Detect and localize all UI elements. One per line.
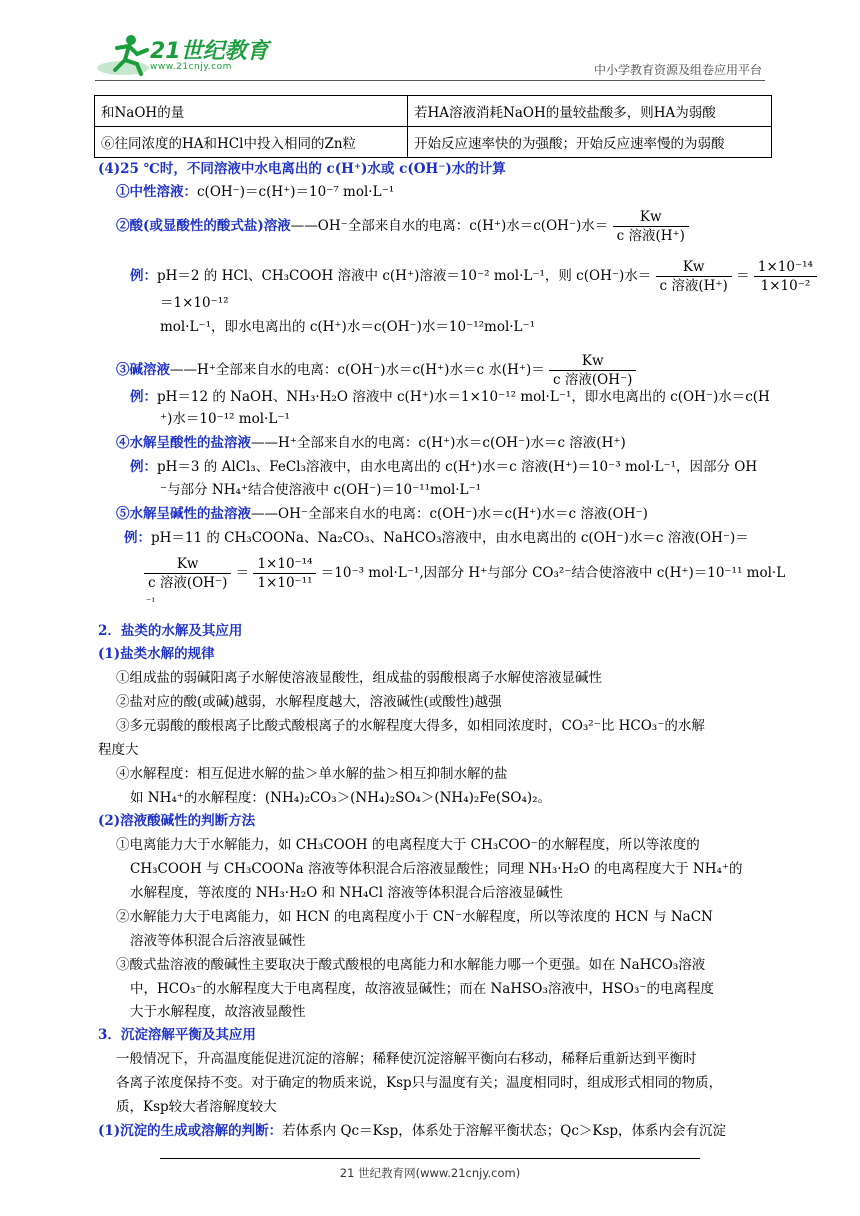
- example-label: 例：: [130, 268, 157, 284]
- header-platform-text: 中小学教育资源及组卷应用平台: [593, 63, 762, 77]
- subsection-title: (1)沉淀的生成或溶解的判断：: [98, 1123, 283, 1139]
- section-title: 3．沉淀溶解平衡及其应用: [98, 1027, 256, 1043]
- table-cell: ⑥往同浓度的HA和HCl中投入相同的Zn粒: [95, 127, 408, 158]
- paragraph-line: ③酸式盐溶液的酸碱性主要取决于酸式酸根的电离能力和水解能力哪一个更强。如在 NaHCO₃溶液: [116, 957, 706, 973]
- example-text: pH＝12 的 NaOH、NH₃·H₂O 溶液中 c(H⁺)水＝1×10⁻¹² mol·L⁻¹，即水电离出的 c(OH⁻)水＝c(H: [157, 389, 770, 405]
- table-row: [95, 127, 772, 158]
- fraction: $\frac{\text{1×10⁻¹⁴}}{\text{1×10⁻²}}$: [754, 258, 817, 295]
- paragraph-line: 如 NH₄⁺的水解程度：(NH₄)₂CO₃＞(NH₄)₂SO₄＞(NH₄)₂Fe(SO₄)₂。: [130, 790, 552, 806]
- item-label: ①中性溶液：: [116, 184, 197, 200]
- example-text: mol·L⁻¹，即水电离出的 c(H⁺)水＝c(OH⁻)水＝10⁻¹²mol·L⁻¹: [160, 319, 536, 335]
- example-text: ＝10⁻³ mol·L⁻¹,因部分 H⁺与部分 CO₃²⁻结合使溶液中 c(H⁺)＝10⁻¹¹ mol·L: [320, 565, 786, 581]
- fraction: $\frac{Kw}{\text{c 溶液(H⁺)}}$: [613, 208, 689, 245]
- paragraph-line: 各离子浓度保持不变。对于确定的物质来说，Ksp只与温度有关；温度相同时，组成形式相同的物质，: [116, 1075, 723, 1091]
- paragraph-line: ②水解能力大于电离能力，如 HCN 的电离程度小于 CN⁻水解程度，所以等浓度的 HCN 与 NaCN: [116, 909, 713, 925]
- fraction: $\frac{Kw}{\text{c 溶液(OH⁻)}}$: [144, 555, 231, 592]
- example-label: 例：: [130, 389, 157, 405]
- item-text: ——OH⁻全部来自水的电离：c(OH⁻)水＝c(H⁺)水＝c 溶液(OH⁻): [251, 506, 648, 522]
- paragraph-line: 程度大: [98, 742, 139, 758]
- paragraph-line: ①组成盐的弱碱阳离子水解使溶液显酸性，组成盐的弱酸根离子水解使溶液显碱性: [116, 670, 602, 686]
- paragraph-line: 大于水解程度，故溶液显酸性: [130, 1004, 306, 1020]
- paragraph-line: CH₃COOH 与 CH₃COONa 溶液等体积混合后溶液显酸性；同理 NH₃·H₂O 的电离程度大于 NH₄⁺的: [130, 861, 743, 877]
- fraction: $\frac{Kw}{\text{c 溶液(OH⁻)}}$: [549, 352, 636, 389]
- paragraph-line: ①电离能力大于水解能力，如 CH₃COOH 的电离程度大于 CH₃COO⁻的水解程度，所以等浓度的: [116, 837, 700, 853]
- item-text: ——OH⁻全部来自水的电离：c(H⁺)水＝c(OH⁻)水＝: [290, 218, 609, 234]
- table-cell: 开始反应速率快的为强酸；开始反应速率慢的为弱酸: [408, 127, 772, 158]
- paragraph-text: 若体系内 Qc＝Ksp，体系处于溶解平衡状态；Qc＞Ksp，体系内会有沉淀: [282, 1123, 727, 1139]
- subsection-title: (1)盐类水解的规律: [98, 646, 215, 662]
- paragraph-line: 中，HCO₃⁻的水解程度大于电离程度，故溶液显碱性；而在 NaHSO₃溶液中，HSO₃⁻的电离程度: [130, 981, 714, 997]
- section-title: (4)25 ℃时，不同溶液中水电离出的 c(H⁺)水或 c(OH⁻)水的计算: [98, 161, 506, 177]
- comparison-table: [94, 95, 772, 158]
- example-text: pH＝2 的 HCl、CH₃COOH 溶液中 c(H⁺)溶液＝10⁻² mol·L⁻¹，则 c(OH⁻)水＝: [157, 268, 652, 284]
- item-text: c(OH⁻)＝c(H⁺)＝10⁻⁷ mol·L⁻¹: [197, 184, 395, 200]
- example-text: ⁻与部分 NH₄⁺结合使溶液中 c(OH⁻)＝10⁻¹¹mol·L⁻¹: [160, 482, 482, 498]
- fraction: $\frac{\text{1×10⁻¹⁴}}{\text{1×10⁻¹¹}}$: [253, 555, 316, 592]
- item-label: ③碱溶液: [116, 362, 170, 378]
- item-label: ⑤水解呈碱性的盐溶液: [116, 506, 251, 522]
- logo-url: www.21cnjy.com: [150, 62, 232, 72]
- footer-text: 21 世纪教育网(www.21cnjy.com): [339, 1166, 521, 1180]
- section-title: 2．盐类的水解及其应用: [98, 623, 243, 639]
- example-text: ⁺)水＝10⁻¹² mol·L⁻¹: [160, 411, 290, 427]
- paragraph-line: 水解程度，等浓度的 NH₃·H₂O 和 NH₄Cl 溶液等体积混合后溶液显碱性: [130, 885, 563, 901]
- paragraph-line: 溶液等体积混合后溶液显碱性: [130, 933, 306, 949]
- example-text: pH＝3 的 AlCl₃、FeCl₃溶液中，由水电离出的 c(H⁺)水＝c 溶液(H⁺)＝10⁻³ mol·L⁻¹，因部分 OH: [157, 459, 758, 475]
- item-text: ——H⁺全部来自水的电离：c(H⁺)水＝c(OH⁻)水＝c 溶液(H⁺): [251, 435, 626, 451]
- equals-sign: ＝: [736, 268, 750, 284]
- paragraph-line: ④水解程度：相互促进水解的盐＞单水解的盐＞相互抑制水解的盐: [116, 766, 508, 782]
- fraction: $\frac{Kw}{\text{c 溶液(H⁺)}}$: [656, 258, 732, 295]
- example-label: 例：: [130, 459, 157, 475]
- equals-sign: ＝: [235, 565, 250, 581]
- subsection-title: (2)溶液酸碱性的判断方法: [98, 813, 256, 829]
- paragraph-line: ③多元弱酸的酸根离子比酸式酸根离子的水解程度大得多，如相同浓度时，CO₃²⁻比 HCO₃⁻的水解: [116, 718, 705, 734]
- footer-divider: [160, 1158, 700, 1159]
- example-text: ⁻¹: [146, 597, 156, 608]
- example-text: pH＝11 的 CH₃COONa、Na₂CO₃、NaHCO₃溶液中，由水电离出的 c(OH⁻)水＝c 溶液(OH⁻)＝: [151, 530, 749, 546]
- table-row: [95, 96, 772, 127]
- item-label: ④水解呈酸性的盐溶液: [116, 435, 251, 451]
- header-divider: [95, 80, 765, 81]
- table-cell: 若HA溶液消耗NaOH的量较盐酸多，则HA为弱酸: [408, 96, 772, 127]
- table-cell: 和NaOH的量: [95, 96, 408, 127]
- paragraph-line: 质，Ksp较大者溶解度较大: [116, 1099, 277, 1115]
- paragraph-line: ②盐对应的酸(或碱)越弱，水解程度越大，溶液碱性(或酸性)越强: [116, 694, 502, 710]
- item-text: ——H⁺全部来自水的电离：c(OH⁻)水＝c(H⁺)水＝c 水(H⁺)＝: [170, 362, 545, 378]
- logo-text: 21世纪教育: [150, 39, 269, 64]
- item-label: ②酸(或显酸性的酸式盐)溶液: [116, 218, 291, 234]
- example-text: ＝1×10⁻¹²: [160, 295, 229, 311]
- paragraph-line: 一般情况下，升高温度能促进沉淀的溶解；稀释使沉淀溶解平衡向右移动，稀释后重新达到平衡时: [116, 1051, 697, 1067]
- example-label: 例：: [124, 530, 151, 546]
